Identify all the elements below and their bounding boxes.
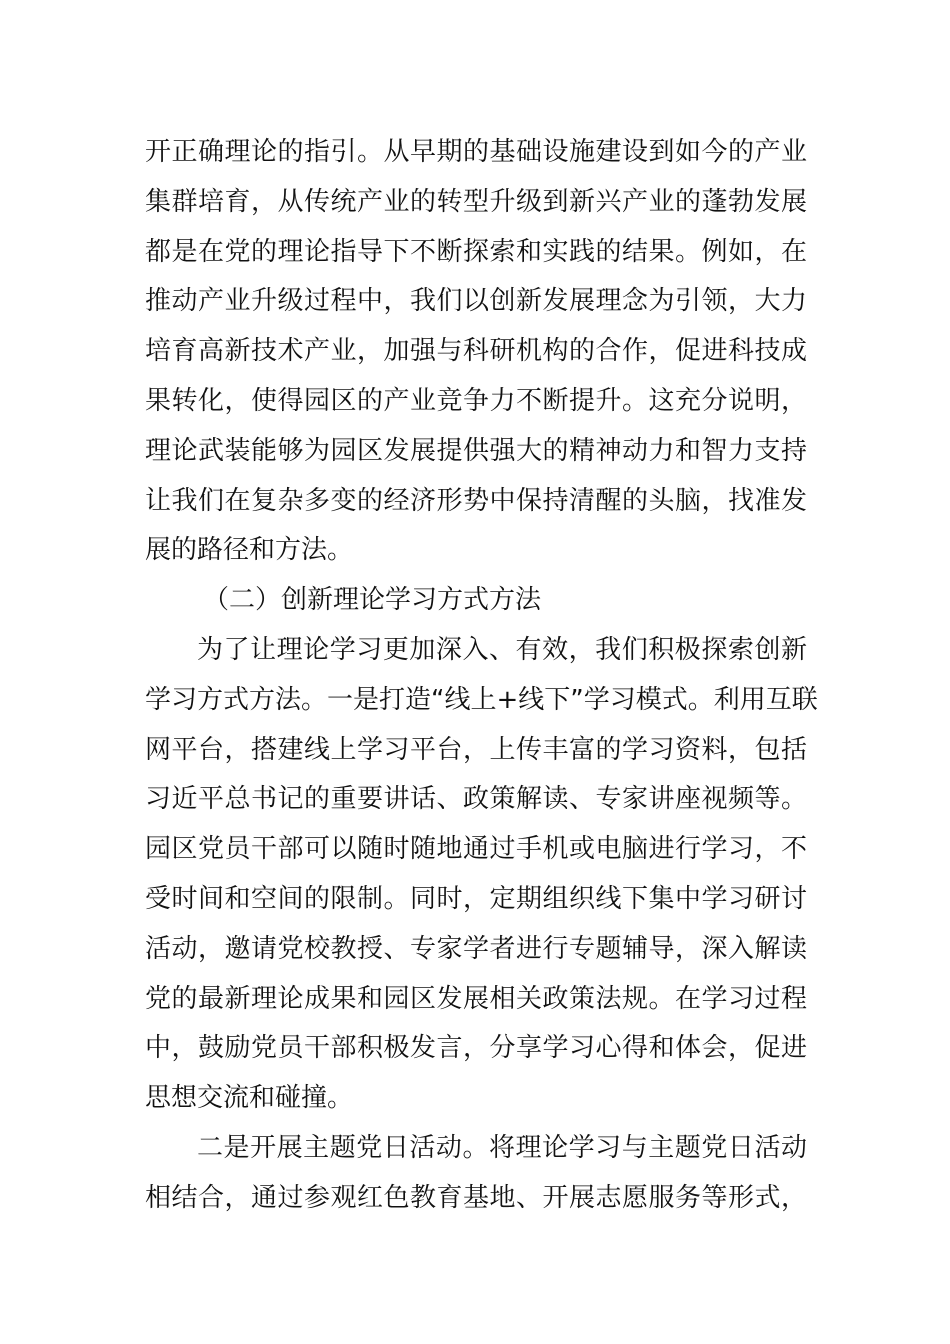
text-line: 思想交流和碰撞。 (145, 1083, 354, 1114)
text-line: 果转化，使得园区的产业竞争力不断提升。这充分说明， (145, 385, 807, 416)
text-line: 园区党员干部可以随时随地通过手机或电脑进行学习，不 (145, 834, 807, 865)
text-line: 都是在党的理论指导下不断探索和实践的结果。例如，在 (145, 236, 807, 267)
text-line: 为了让理论学习更加深入、有效，我们积极探索创新 (197, 634, 807, 665)
text-line: 相结合，通过参观红色教育基地、开展志愿服务等形式， (145, 1182, 807, 1213)
text-line: 让我们在复杂多变的经济形势中保持清醒的头脑，找准发 (145, 485, 807, 516)
text-line: 习近平总书记的重要讲话、政策解读、专家讲座视频等。 (145, 784, 807, 815)
text-line: 培育高新技术产业，加强与科研机构的合作，促进科技成 (145, 336, 807, 367)
text-line: 二是开展主题党日活动。将理论学习与主题党日活动 (197, 1132, 807, 1163)
text-line: 理论武装能够为园区发展提供强大的精神动力和智力支持 (145, 435, 807, 466)
paragraph-1 (145, 128, 807, 576)
text-line: 网平台，搭建线上学习平台，上传丰富的学习资料，包括 (145, 734, 807, 765)
text-line: 集群培育，从传统产业的转型升级到新兴产业的蓬勃发展 (145, 186, 807, 217)
document-body (145, 128, 818, 1224)
heading-line: （二）创新理论学习方式方法 (203, 585, 542, 616)
text-line: 推动产业升级过程中，我们以创新发展理念为引领，大力 (145, 286, 807, 317)
section-heading (145, 576, 807, 626)
paragraph-3 (145, 1124, 807, 1224)
text-line: 受时间和空间的限制。同时，定期组织线下集中学习研讨 (145, 883, 807, 914)
paragraph-2 (145, 626, 818, 1124)
text-line: 活动，邀请党校教授、专家学者进行专题辅导，深入解读 (145, 933, 807, 964)
text-line: 学习方式方法。一是打造“线上+线下”学习模式。利用互联 (145, 684, 818, 715)
text-line: 党的最新理论成果和园区发展相关政策法规。在学习过程 (145, 983, 807, 1014)
text-line: 开正确理论的指引。从早期的基础设施建设到如今的产业 (145, 137, 807, 167)
text-line: 中，鼓励党员干部积极发言，分享学习心得和体会，促进 (145, 1033, 807, 1064)
text-line: 展的路径和方法。 (145, 535, 354, 566)
